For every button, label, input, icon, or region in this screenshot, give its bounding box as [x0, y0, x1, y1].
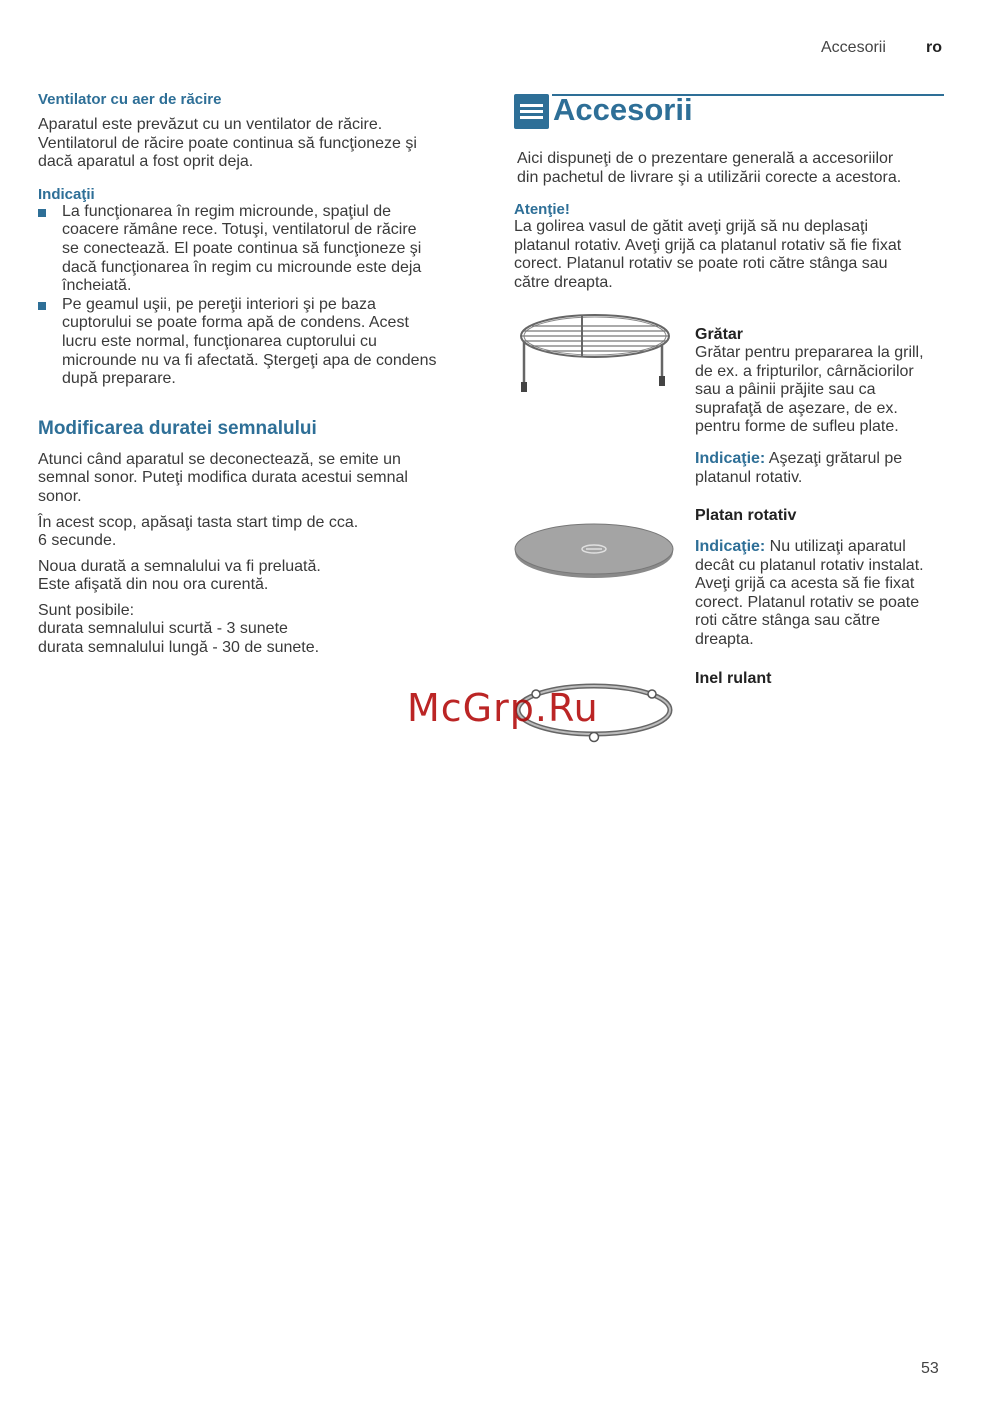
- left-column: [38, 91, 478, 658]
- turntable-image: [512, 516, 676, 587]
- turntable-description: [695, 507, 955, 650]
- accessories-section-icon: [514, 94, 549, 129]
- fan-heading: Ventilator cu aer de răcire: [38, 91, 222, 108]
- intro-block: [514, 150, 944, 293]
- bullet-square-icon: [38, 209, 46, 217]
- turntable-note: Indicaţie: Nu utilizaţi aparatul decât cu platanul rotativ instalat. Aveţi grijă ca acesta să fie fixat corect. Platanul rotativ se poate roti către stânga sau către dreapta.: [695, 538, 924, 648]
- signal-paragraph-4: Sunt posibile: durata semnalului scurtă - 3 sunete durata semnalului lungă - 30 de sunete.: [38, 601, 320, 657]
- fan-paragraph: Aparatul este prevăzut cu un ventilator de răcire. Ventilatorul de răcire poate continua să funcţioneze şi dacă aparatul a fost oprit deja.: [38, 116, 417, 171]
- grill-paragraph: Grătar pentru prepararea la grill, de ex. a fripturilor, cârnăciorilor sau a pâinii prăjite sau ca suprafaţă de aşezare, de ex. pentru forme de sufleu plate.: [695, 344, 924, 436]
- signal-paragraph-1: Atunci când aparatul se deconectează, se emite un semnal sonor. Puteţi modifica durata acestui semnal sonor.: [38, 450, 408, 505]
- page-number: 53: [921, 1360, 939, 1377]
- notes-heading: Indicaţii: [38, 185, 95, 203]
- list-item: La funcţionarea în regim microunde, spaţiul de coacere rămâne rece. Totuşi, ventilatorul de răcire se conectează. El poate continua să funcţioneze şi dacă funcţionarea în regim cu microunde este deja încheiată.: [38, 203, 478, 296]
- page-title: Accesorii: [553, 92, 693, 127]
- grill-note: Indicaţie: Aşezaţi grătarul pe platanul rotativ.: [695, 449, 903, 486]
- caution-paragraph: La golirea vasul de gătit aveţi grijă să nu deplasaţi platanul rotativ. Aveţi grijă ca platanul rotativ să fie fixat corect. Platanul rotativ se poate roti către stânga sau către dreapta.: [514, 218, 902, 291]
- ring-description: [695, 670, 771, 688]
- grill-title: Grătar: [695, 326, 744, 343]
- intro-paragraph: Aici dispuneţi de o prezentare generală a accesoriilor din pachetul de livrare şi a utilizării corecte a acestora.: [517, 150, 902, 186]
- caution-heading: Atenţie!: [514, 201, 570, 219]
- grill-description: [695, 326, 955, 487]
- language-code: ro: [926, 39, 942, 56]
- list-item: Pe geamul uşii, pe pereţii interiori şi pe baza cuptorului se poate forma apă de condens. Acest lucru este normal, funcţionarea cuptorului cu microunde nu va fi afectată. Ştergeţi apa de condens după preparare.: [38, 296, 478, 389]
- watermark-text: McGrp.Ru: [407, 686, 599, 730]
- bullet-square-icon: [38, 302, 46, 310]
- grill-rack-image: [512, 308, 678, 405]
- signal-paragraph-3: Noua durată a semnalului va fi preluată. Este afişată din nou ora curentă.: [38, 557, 321, 594]
- running-header-section: Accesorii: [821, 39, 886, 56]
- signal-paragraph-2: În acest scop, apăsaţi tasta start timp de cca. 6 secunde.: [38, 513, 359, 550]
- ring-title: Inel rulant: [695, 670, 772, 687]
- signal-section-heading: Modificarea duratei semnalului: [38, 417, 317, 439]
- turntable-title: Platan rotativ: [695, 507, 797, 524]
